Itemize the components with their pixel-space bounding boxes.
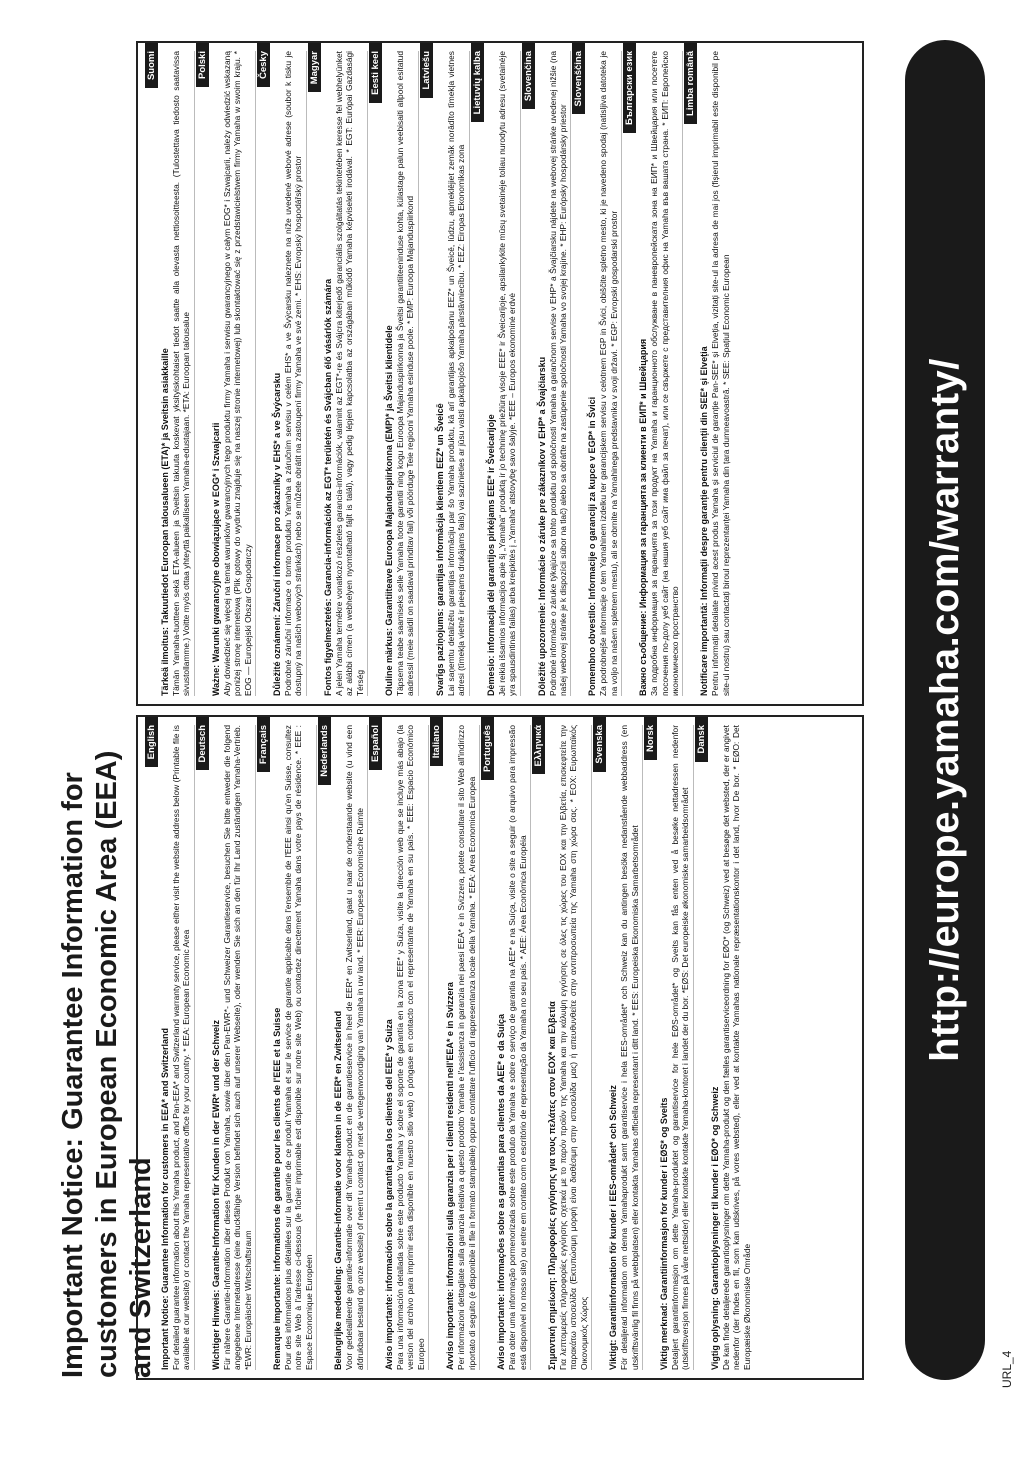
language-tab (257, 43, 270, 696)
language-section (306, 51, 365, 696)
section-body: Za podrobnejše informacije o tem Yamahinem izdelku ter garancijskem servisu v celotnem EGP in Švici, obiščite spletno mesto, ki je navedeno spodaj (natisljiva datoteka je na voljo na našem spletnem mestu), ali se obrnite na Yamahinega predstavnika v svoji državi. * EGP: Evropski gospodarski prostor (598, 51, 619, 696)
language-tab (257, 717, 270, 1370)
language-section (255, 725, 314, 1370)
section-heading: Viktigt: Garantiinformation för kunder i EES-området* och Schweiz (608, 1085, 619, 1370)
language-label: Latviešu (420, 43, 433, 98)
section-body: Lai saņemtu detalizētu garantijas informāciju par šo Yamaha produktu, kā arī garantijas apkalpošanu EEZ* un Šveicē, lūdzu, apmeklējiet zemāk norādīto tīmekļa vietnes adresi (tīmekļa vietnē ir pieejams drukājams fails) vai sazinieties ar jūsu valsti apkalpojošo Yamaha pārstāvniecību. * EEZ: Eiropas Ekonomikas zona (445, 51, 467, 696)
language-tab (430, 717, 443, 1370)
language-tab (593, 717, 606, 1370)
section-body: За подробна информация за гаранцията за този продукт на Yamaha и гаранционното обслужване в паневропейската зона на ЕИП* и Швейцария или посетете посочения по-долу уеб сайт (на нашия уеб сайт има файл за печат), или се свържете с представителния офис на Yamaha във вашата страна. * ЕИП: Европейско икономическо пространство (649, 51, 680, 696)
section-body: Pentru informații detaliate privind acest produs Yamaha și serviciul de garanție Pan-SEE* și Elveția, vizitați site-ul la adresa de mai jos (fișierul imprimabil este disponibil pe site-ul nostru) sau contactați biroul reprezentanței Yamaha din țara dumneavoastră. * SEE: Spațiul Economic European (710, 51, 731, 696)
section-heading: Ważne: Warunki gwarancyjne obowiązujące w EOG* i Szwajcarii (210, 422, 221, 696)
section-body: Täpsema teabe saamiseks selle Yamaha toote garantii ning kogu Euroopa Majanduspiirkonna ja Šveitsi garantiiteeninduse kohta, külastage palun veebisaiti allpool esitatud aadressil (meie saidil on saadaval prinditav fail) või pöörduge Teie regiooni Yamaha esinduse poole. * EMP: Euroopa Majanduspiirkond (395, 51, 416, 696)
language-label: Polski (196, 43, 209, 87)
section-body: Για λεπτομερείς πληροφορίες εγγύησης σχετικά με το παρόν προϊόν της Yamaha και την κάλυψη εγγύησης σε όλες τις χώρες του ΕΟΧ και την Ελβετία, επισκεφτείτε την παρακάτω ιστοσελίδα (Εκτυπώσιμη μορφή είναι διαθέσιμη στην ιστοσελίδα μας) ή απευθυνθείτε στην αντιπροσωπεία της Yamaha στη χώρα σας. * ΕΟΧ: Ευρωπαϊκός Οικονομικός Χώρος (557, 725, 589, 1370)
section-body: Pour des informations plus détaillées sur la garantie de ce produit Yamaha et sur le service de garantie applicable dans l'ensemble de l'EEE ainsi qu'en Suisse, consultez notre site Web à l'adresse ci-dessous (le fichier imprimable est disponible sur notre site Web) ou contactez directement Yamaha dans votre pays de résidence. * EEE : Espace Economique Européen (283, 725, 314, 1370)
language-tab (369, 43, 382, 696)
language-label: English (145, 717, 158, 767)
section-body: Per informazioni dettagliate sulla garanzia relativa a questo prodotto Yamaha e l'assistenza in garanzia nei paesi EEA* e in Svizzera, potete consultare il sito Web all'indirizzo riportato di seguito (è disponibile il file in formato stampabile) oppure contattare l'ufficio di rappresentanza locale della Yamaha. * EEA: Area Economica Europea (456, 725, 477, 1370)
language-section (693, 725, 752, 1370)
language-label: Slovenščina (572, 43, 585, 114)
section-heading: Vigtig oplysning: Garantioplysninger til kunder i EØO* og Schweiz (709, 1086, 720, 1370)
language-label: Limba română (684, 43, 697, 124)
section-heading: Pomembno obvestilo: Informacije o garanciji za kupce v EGP* in Švici (587, 396, 598, 696)
section-heading: Dôležité upozornenie: Informácie o záruke pre zákazníkov v EHP* a Švajčiarsku (536, 356, 547, 696)
language-tab (695, 717, 708, 1370)
language-label: Italiano (430, 717, 443, 766)
language-section (682, 51, 731, 696)
language-tab (471, 43, 484, 696)
section-heading: Remarque importante: informations de garantie pour les clients de l'EEE et la Suisse (272, 1007, 283, 1370)
section-body: A jelen Yamaha termékre vonatkozó részletes garancia-információk, valamint az EGT*-re és Svájcra kiterjedő garanciális szolgáltatás tekintetében keresse fel webhelyünket az alábbi címen (a webhelyen nyomtatható fájlt is talál), vagy pedig lépjen kapcsolatba az országában működő Yamaha képviseleti irodával. * EGT: Európai Gazdasági Térség (333, 51, 365, 696)
section-heading: Fontos figyelmeztetés: Garancia-információk az EGT* területén és Svájcban élő vásárlók számára (322, 278, 333, 696)
language-tab (572, 43, 585, 696)
language-label: Nederlands (318, 717, 331, 785)
language-tab (369, 717, 382, 1370)
language-section (479, 725, 528, 1370)
language-section (642, 725, 691, 1370)
language-label: Dansk (695, 717, 708, 762)
section-body: Podrobné informácie o záruke týkajúce sa tohto produktu od spoločnosti Yamaha a garančnom servise v EHP* a Švajčiarsku nájdete na webovej stránke uvedenej nižšie (na našej webovej stránke je k dispozícii súbor na tlač) alebo sa obráťte na zastúpenie spoločnosti Yamaha vo svojej krajine. * EHP: Európsky hospodársky priestor (547, 51, 568, 696)
section-heading: Σημαντική σημείωση: Πληροφορίες εγγύησης για τους πελάτες στον ΕΟΧ* και Ελβετία (546, 1001, 557, 1370)
language-label: Svenska (593, 717, 606, 772)
document-code: URL_4 (1000, 1350, 1014, 1388)
language-section (367, 725, 426, 1370)
section-body: Detaljert garantiinformasjon om dette Yamaha-produktet og garantiservice for hele EØS-området* og Sveits kan fås enten ved å besøke nettadressen nedenfor (utskriftsversjon finnes på våre nettsider) eller kontakte kontakte Yamaha-kontoret i landet der du bor. *EØS: Det europeiske økonomiske samarbeidsområdet (669, 725, 691, 1370)
language-label: Česky (257, 43, 270, 87)
language-section (194, 725, 253, 1370)
language-section (316, 725, 365, 1370)
section-body: För detaljerad information om denna Yamahaprodukt samt garantiservice i hela EES-området* och Schweiz kan du antingen besöka nedanstående webbaddress (en utskriftsvänlig fil finns på webbplatsen) eller kontakta Yamahas officiella representant i ditt land. * EES: Europeiska Ekonomiska Samarbetsområdet (619, 725, 640, 1370)
language-section (255, 51, 304, 696)
section-body: Podrobné záruční informace o tomto produktu Yamaha a záručním servisu v celém EHS* a ve Švýcarsku naleznete na níže uvedené webové adrese (soubor k tisku je dostupný na našich webových stránkách) nebo se můžete obrátit na zastoupení firmy Yamaha ve své zemi. * EHS: Evropský hospodářský prostor (283, 51, 304, 696)
language-tab (145, 43, 158, 696)
language-section (418, 51, 467, 696)
section-heading: Wichtiger Hinweis: Garantie-Information für Kunden in der EWR* und der Schweiz (210, 1020, 221, 1370)
language-tab (145, 717, 158, 1370)
right-language-column (136, 41, 864, 706)
section-heading: Oluline märkus: Garantiiteave Euroopa Majanduspiirkonna (EMP)* ja Šveitsi klientidele (384, 325, 395, 696)
language-label: Eesti keel (369, 43, 382, 103)
language-label: Български език (623, 43, 636, 133)
section-body: Para obter uma informação pormenorizada sobre este produto da Yamaha e sobre o serviço de garantia na AEE* e na Suíça, visite o site a seguir (o arquivo para impressão está disponível no nosso site) ou entre em contato com o escritório de representação da Yamaha no seu país. * AEE: Área Econômica Européia (507, 725, 528, 1370)
section-heading: Notificare importantă: Informații despre garanție pentru clienții din SEE* și Elveția (699, 346, 710, 696)
language-section (591, 725, 640, 1370)
section-heading: Важно съобщение: Информация за гаранцията за клиенти в ЕИП* и Швейцария (638, 338, 649, 696)
language-section (428, 725, 477, 1370)
section-heading: Tärkeä ilmoitus: Takuutiedot Euroopan talousalueen (ETA)* ja Sveitsin asiakkaille (160, 348, 170, 696)
language-label: Magyar (308, 43, 321, 92)
section-heading: Avviso importante: informazioni sulla garanzia per i clienti residenti nell'EEA* e in Svizzera (445, 982, 456, 1370)
language-tab (196, 43, 209, 696)
section-heading: Belangrijke mededeling: Garantie-informatie voor klanten in de EER* en Zwitserland (333, 1010, 344, 1370)
section-body: Aby dowiedzieć się więcej na temat warunków gwarancyjnych tego produktu firmy Yamaha i serwisu gwarancyjnego w całym EOG* i Szwajcarii, należy odwiedzić wskazaną poniżej stronę internetową (Plik gotowy do wydruku znajduje się na naszej stronie internetowej) lub skontaktować się z przedstawicielstwem firmy Yamaha w swoim kraju. * EOG — Europejski Obszar Gospodarczy (221, 51, 253, 696)
language-section (144, 51, 192, 696)
language-tab (318, 717, 331, 1370)
language-section (621, 51, 680, 696)
language-label: Suomi (145, 43, 158, 88)
section-body: Jei reikia išsamios informacijos apie šį „Yamaha“ produktą ir jo techninę priežiūrą visoje EEE* ir Šveicarijoje, apsilankykite mūsų svetainėje toliau nurodytu adresu (svetainėje yra spausdintinas failas) arba kreipkitės į „Yamaha“ atstovybę savo šalyje. *EEE – Europos ekonominė erdvė (496, 51, 518, 696)
language-tab (623, 43, 636, 696)
warranty-url[interactable]: http://europe.yamaha.com/warranty/ (922, 358, 967, 1062)
language-label: Ελληνικά (532, 717, 545, 774)
language-label: Français (257, 717, 270, 772)
language-section (530, 725, 589, 1370)
left-language-column (136, 715, 864, 1380)
language-tab (420, 43, 433, 696)
section-heading: Důležité oznámení: Záruční informace pro zákazníky v EHS* a ve Švýcarsku (272, 372, 283, 696)
language-label: Português (481, 717, 494, 780)
language-label: Lietuvių kalba (471, 43, 484, 122)
section-heading: Aviso importante: información sobre la garantía para los clientes del EEE* y Suiza (384, 1019, 395, 1370)
language-section (367, 51, 416, 696)
language-tab (532, 717, 545, 1370)
language-tab (481, 717, 494, 1370)
language-label: Español (369, 717, 382, 770)
section-heading: Important Notice: Guarantee Information for customers in EEA* and Switzerland (160, 1027, 170, 1370)
section-body: De kan finde detaljerede garantioplysninger om dette Yamaha-produkt og den fælles garantiserviceordning for EØO* (og Schweiz) ved at besøge det websted, der er angivet nedenfor (der findes en fil, som kan udskrives, på vores websted), eller ved at kontakte Yamahas nationale repræsentationskontor i det land, hvor De bor. * EØO: Det Europæiske Økonomiske Område (720, 725, 752, 1370)
language-tab (684, 43, 697, 696)
language-tab (196, 717, 209, 1370)
section-heading: Viktig merknad: Garantiinformasjon for kunder i EØS* og Sveits (658, 1097, 669, 1370)
section-body: Tämän Yamaha-tuotteen sekä ETA-alueen ja Sveitsin takuuta koskevat yksityiskohtaiset tiedot saatte alla olevasta nettiosoitteesta. (Tulostettava tiedosto saatavissa sivustollamme.) Voitte myös ottaa yhteyttä paikalliseen Yamaha-edustajaan. *ETA: Euroopan talousalue (171, 51, 192, 696)
language-section (469, 51, 518, 696)
section-body: Voor gedetailleerde garantie-informatie over dit Yamaha-product en de garantieservice in heel de EER* en Zwitserland, gaat u naar de onderstaande website (u vind een afdrukbaar bestand op onze website) of neemt u contact op met de vertegenwoordiging van Yamaha in uw land. * EER: Europese Economische Ruimte (344, 725, 365, 1370)
language-tab (308, 43, 321, 696)
language-section (144, 725, 192, 1370)
language-section (570, 51, 619, 696)
warranty-url-banner[interactable] (905, 40, 985, 1380)
language-label: Deutsch (196, 717, 209, 770)
section-heading: Dėmesio: informacija dėl garantijos pirkėjams EEE* ir Šveicarijoje (485, 414, 496, 696)
page-title: Important Notice: Guarantee Information for customers in European Economic Area (EEA) and Switzerland (57, 750, 157, 1378)
section-heading: Aviso importante: informações sobre as garantias para clientes da AEE* e da Suíça (496, 1014, 507, 1370)
language-label: Norsk (644, 717, 657, 760)
section-body: For detailed guarantee information about this Yamaha product, and Pan-EEA* and Switzerland warranty service, please either visit the website address below (Printable file is available at our website) or contact the Yamaha representative office for your country. * EEA: European Economic Area (171, 725, 192, 1370)
language-section (194, 51, 253, 696)
section-body: Für nähere Garantie-Information über dieses Produkt von Yamaha, sowie über den Pan-EWR*- und Schweizer Garantieservice, besuchen Sie bitte entweder die folgend angegebene Internetadresse (eine druckfähige Version befindet sich auch auf unserer Webseite), oder wenden Sie sich an den für Ihr Land zuständigen Yamaha-Vertrieb. *EWR: Europäischer Wirtschaftsraum (221, 725, 253, 1370)
language-label: Slovenčina (522, 43, 535, 109)
language-section (520, 51, 569, 696)
language-tab (644, 717, 657, 1370)
section-body: Para una información detallada sobre este producto Yamaha y sobre el soporte de garantía en la zona EEE* y Suiza, visite la dirección web que se incluye más abajo (la version del archivo para imprimir esta disponible en nuestro sitio web) o póngase en contacto con el representante de Yamaha en su país. * EEE: Espacio Económico Europeo (395, 725, 426, 1370)
language-tab (522, 43, 535, 696)
section-heading: Svarīgs paziņojums: garantijas informācija klientiem EEZ* un Šveicē (434, 403, 445, 696)
